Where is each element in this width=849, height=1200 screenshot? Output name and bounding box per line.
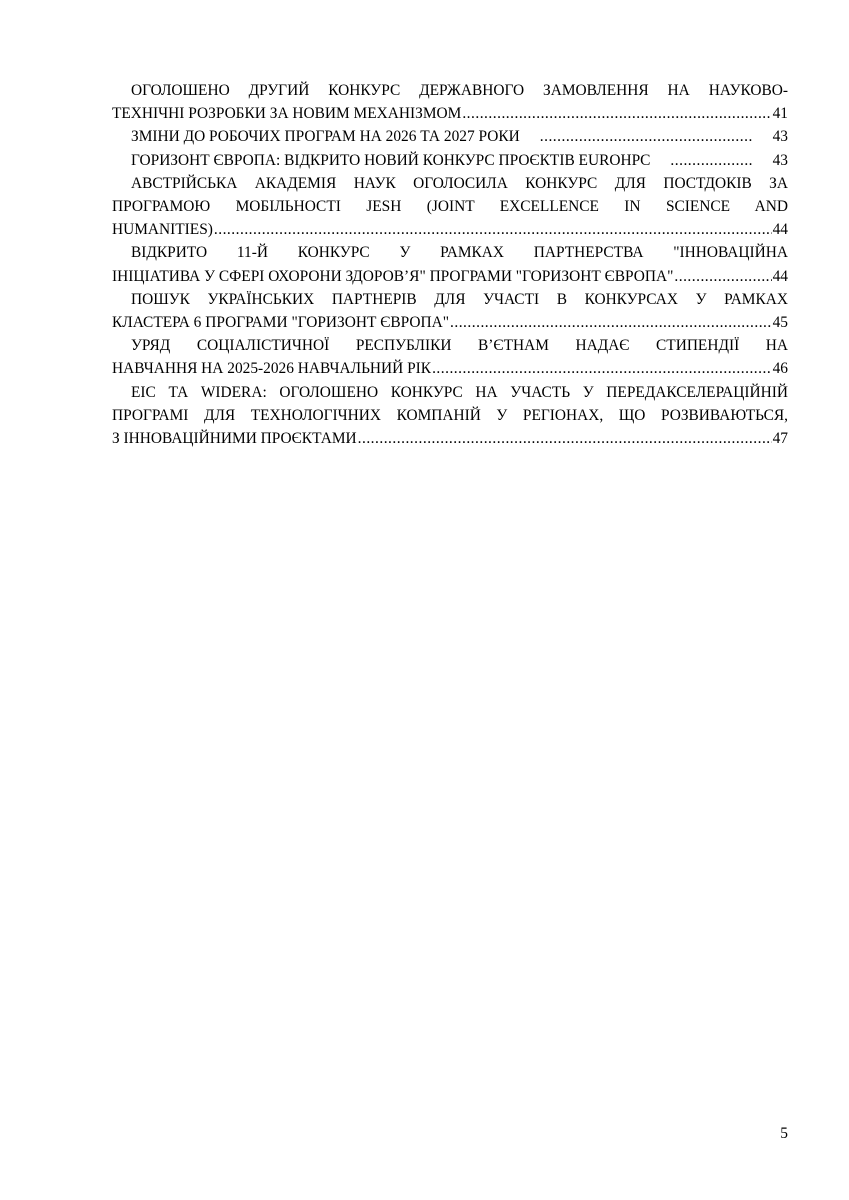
- toc-entry-text-line: КЛАСТЕРА 6 ПРОГРАМИ "ГОРИЗОНТ ЄВРОПА": [112, 314, 450, 332]
- dot-leader: [432, 357, 772, 380]
- dot-leader: [450, 311, 772, 334]
- dot-leader: [651, 149, 752, 172]
- toc-page-number: 47: [772, 430, 788, 448]
- toc-entry-text-line: ІНІЦІАТИВА У СФЕРІ ОХОРОНИ ЗДОРОВ’Я" ПРОГРАМИ "ГОРИЗОНТ ЄВРОПА": [112, 267, 674, 285]
- toc-entry-text-line: ОГОЛОШЕНО ДРУГИЙ КОНКУРС ДЕРЖАВНОГО ЗАМОВЛЕННЯ НА НАУКОВО-: [131, 82, 788, 99]
- toc-entry[interactable]: [112, 334, 788, 380]
- dot-leader: [214, 218, 772, 241]
- dot-leader: [358, 427, 772, 450]
- dot-leader: [521, 125, 753, 148]
- toc-entry-text-line: ПРОГРАМІ ДЛЯ ТЕХНОЛОГІЧНИХ КОМПАНІЙ У РЕГІОНАХ, ЩО РОЗВИВАЮТЬСЯ,: [112, 406, 788, 424]
- toc-entry-final-line: [112, 149, 788, 172]
- toc-entry-final-line: [112, 265, 788, 288]
- toc-entry-final-line: [112, 311, 788, 334]
- toc-page-number: 44: [772, 267, 788, 285]
- toc-entry-text-line: ПОШУК УКРАЇНСЬКИХ ПАРТНЕРІВ ДЛЯ УЧАСТІ В КОНКУРСАХ У РАМКАХ: [131, 290, 788, 308]
- toc-entry[interactable]: [112, 149, 788, 172]
- toc-entry[interactable]: [112, 79, 788, 125]
- toc-entry[interactable]: [112, 172, 788, 242]
- toc-entry-text-line: НАВЧАННЯ НА 2025-2026 НАВЧАЛЬНИЙ РІК: [112, 360, 432, 378]
- toc-page-number: 41: [772, 105, 788, 123]
- toc-entry-text-line: АВСТРІЙСЬКА АКАДЕМІЯ НАУК ОГОЛОСИЛА КОНКУРС ДЛЯ ПОСТДОКІВ ЗА: [131, 174, 788, 192]
- toc-entry[interactable]: [112, 381, 788, 451]
- toc-page-number: 43: [772, 128, 788, 146]
- toc-entry-final-line: [112, 357, 788, 380]
- toc-entry[interactable]: [112, 125, 788, 148]
- toc-entry-text-line: HUMANITIES): [112, 221, 213, 239]
- toc-entry-text-line: EIC ТА WIDERA: ОГОЛОШЕНО КОНКУРС НА УЧАСТЬ У ПЕРЕДАКСЕЛЕРАЦІЙНІЙ: [131, 383, 788, 401]
- toc-entry-text-line: ПРОГРАМОЮ МОБІЛЬНОСТІ JESH (JOINT EXCELLENCE IN SCIENCE AND: [112, 198, 788, 216]
- toc-page-number: 43: [772, 151, 788, 169]
- dot-leader: [674, 265, 771, 288]
- toc-page-number: 45: [772, 314, 788, 332]
- table-of-contents: [112, 79, 788, 450]
- dot-leader: [462, 102, 771, 125]
- toc-page-number: 44: [772, 221, 788, 239]
- toc-entry-text-line: ЗМІНИ ДО РОБОЧИХ ПРОГРАМ НА 2026 ТА 2027 РОКИ: [131, 128, 520, 146]
- toc-page-number: 46: [772, 360, 788, 378]
- toc-entry-text-line: ВІДКРИТО 11-Й КОНКУРС У РАМКАХ ПАРТНЕРСТВА "ІННОВАЦІЙНА: [131, 244, 788, 262]
- toc-entry-text-line: ТЕХНІЧНІ РОЗРОБКИ ЗА НОВИМ МЕХАНІЗМОМ: [112, 105, 462, 123]
- toc-entry-final-line: [112, 427, 788, 450]
- toc-entry-final-line: [112, 218, 788, 241]
- toc-entry-text-line: УРЯД СОЦІАЛІСТИЧНОЇ РЕСПУБЛІКИ В’ЄТНАМ НАДАЄ СТИПЕНДІЇ НА: [131, 337, 788, 355]
- toc-entry-text-line: З ІННОВАЦІЙНИМИ ПРОЄКТАМИ: [112, 430, 357, 448]
- toc-entry-final-line: [112, 125, 788, 148]
- toc-entry-final-line: [112, 102, 788, 125]
- toc-entry[interactable]: [112, 241, 788, 287]
- toc-entry-text-line: ГОРИЗОНТ ЄВРОПА: ВІДКРИТО НОВИЙ КОНКУРС ПРОЄКТІВ EUROHPC: [131, 151, 651, 169]
- toc-entry[interactable]: [112, 288, 788, 334]
- page-number: 5: [780, 1125, 788, 1142]
